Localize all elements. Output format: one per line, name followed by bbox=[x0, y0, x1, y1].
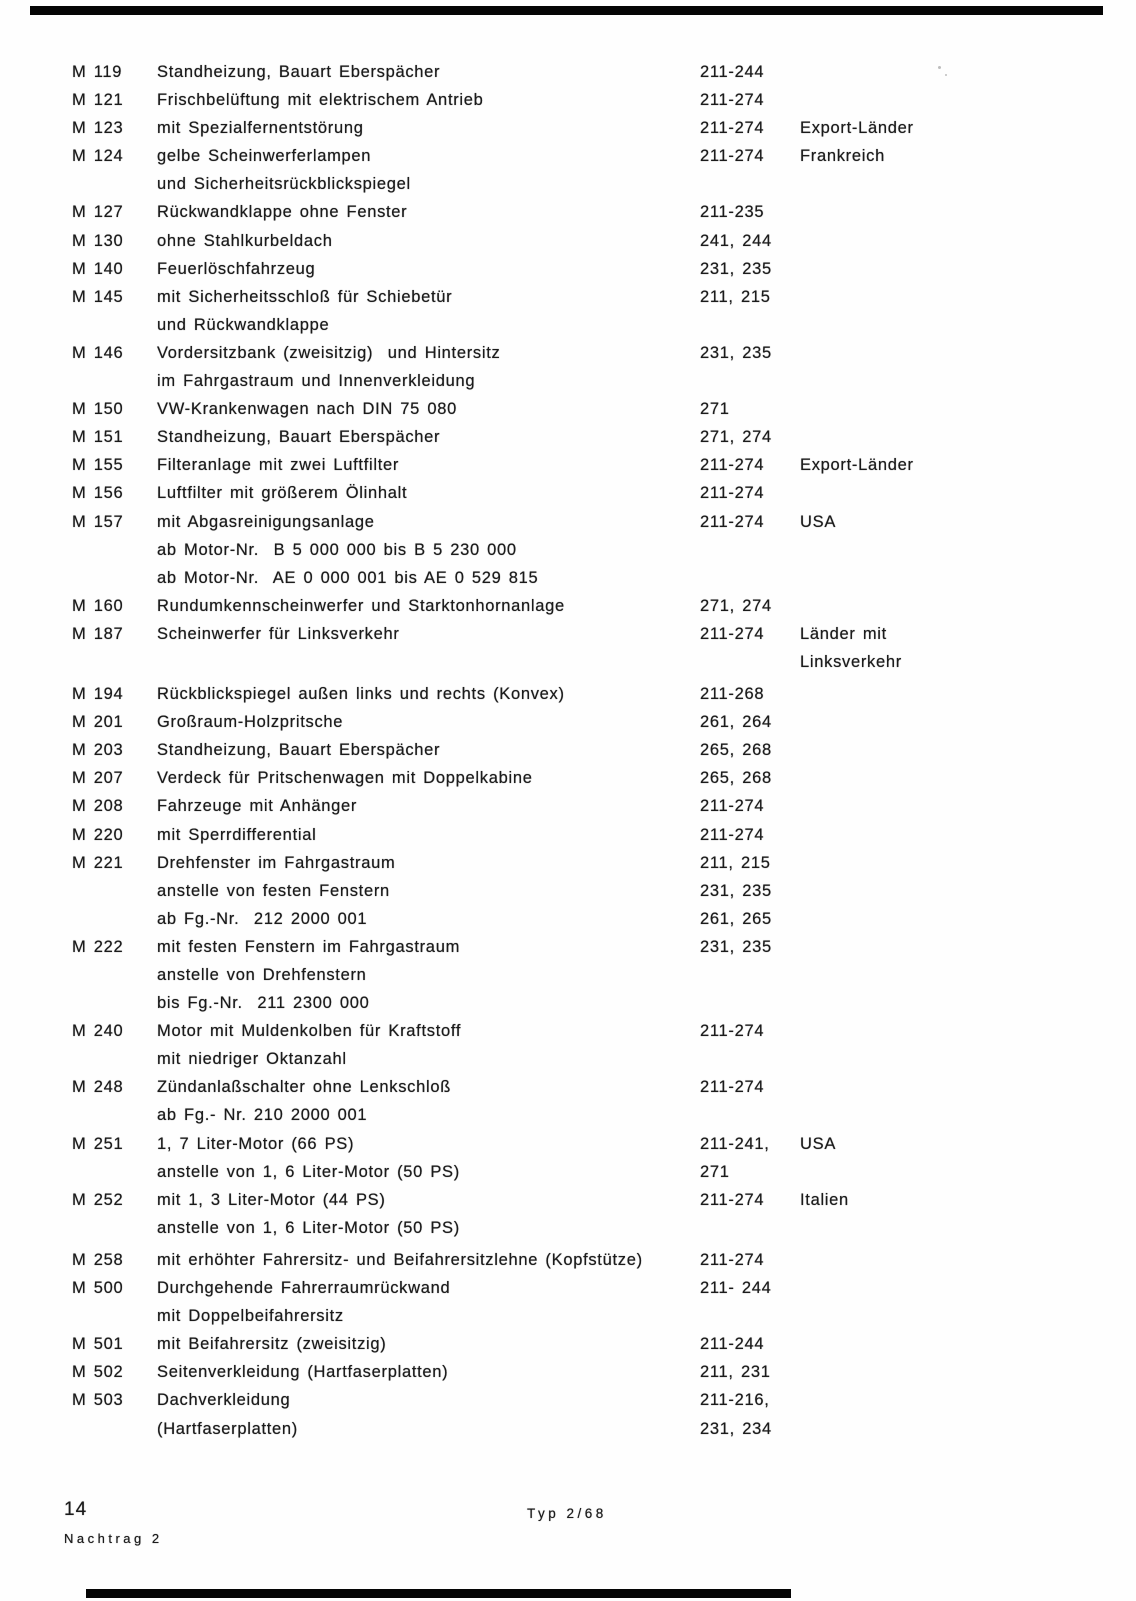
table-row bbox=[0, 620, 1136, 648]
m-code: M 130 bbox=[72, 231, 124, 250]
description: Dachverkleidung bbox=[157, 1391, 291, 1410]
m-code: M 221 bbox=[72, 853, 124, 872]
description: mit niedriger Oktanzahl bbox=[157, 1050, 347, 1069]
description: ab Motor-Nr. AE 0 000 001 bis AE 0 529 815 bbox=[157, 568, 539, 587]
description: Großraum-Holzpritsche bbox=[157, 713, 344, 732]
model-numbers: 265, 268 bbox=[700, 741, 772, 760]
description: mit Spezialfernentstörung bbox=[157, 119, 364, 138]
description: mit erhöhter Fahrersitz- und Beifahrersitzlehne (Kopfstütze) bbox=[157, 1250, 643, 1269]
country: Export-Länder bbox=[800, 119, 914, 138]
table-row bbox=[0, 536, 1136, 564]
model-numbers: 211-274 bbox=[700, 91, 765, 110]
model-numbers: 261, 265 bbox=[700, 909, 772, 928]
table-row bbox=[0, 1073, 1136, 1101]
description: Verdeck für Pritschenwagen mit Doppelkabine bbox=[157, 769, 533, 788]
description: Frischbelüftung mit elektrischem Antrieb bbox=[157, 91, 484, 110]
description: Seitenverkleidung (Hartfaserplatten) bbox=[157, 1363, 449, 1382]
country: USA bbox=[800, 1134, 837, 1153]
m-code: M 146 bbox=[72, 343, 124, 362]
model-numbers: 271 bbox=[700, 1162, 730, 1181]
description: mit Sperrdifferential bbox=[157, 825, 317, 844]
table-row bbox=[0, 1214, 1136, 1242]
model-numbers: 211-274 bbox=[700, 1250, 765, 1269]
table-row bbox=[0, 1045, 1136, 1073]
description: Filteranlage mit zwei Luftfilter bbox=[157, 456, 400, 475]
description: bis Fg.-Nr. 211 2300 000 bbox=[157, 994, 370, 1013]
model-numbers: 211-274 bbox=[700, 456, 765, 475]
m-code: M 208 bbox=[72, 797, 124, 816]
description: Feuerlöschfahrzeug bbox=[157, 259, 316, 278]
table-row bbox=[0, 849, 1136, 877]
model-numbers: 211-244 bbox=[700, 63, 765, 81]
description: anstelle von 1, 6 Liter-Motor (50 PS) bbox=[157, 1218, 460, 1237]
m-code: M 203 bbox=[72, 741, 124, 760]
description: Rundumkennscheinwerfer und Starktonhornanlage bbox=[157, 596, 565, 615]
model-numbers: 231, 235 bbox=[700, 937, 772, 956]
m-code: M 248 bbox=[72, 1078, 124, 1097]
table-row bbox=[0, 1358, 1136, 1386]
model-numbers: 265, 268 bbox=[700, 769, 772, 788]
table-row bbox=[0, 339, 1136, 367]
country: Export-Länder bbox=[800, 456, 914, 475]
description: mit 1, 3 Liter-Motor (44 PS) bbox=[157, 1190, 386, 1209]
model-numbers: 211-274 bbox=[700, 147, 765, 166]
table-row bbox=[0, 1017, 1136, 1045]
description: Standheizung, Bauart Eberspächer bbox=[157, 428, 441, 447]
page-number: 14 bbox=[64, 1499, 88, 1520]
table-row bbox=[0, 508, 1136, 536]
description: Motor mit Muldenkolben für Kraftstoff bbox=[157, 1022, 462, 1041]
description: Rückblickspiegel außen links und rechts (Konvex) bbox=[157, 685, 565, 704]
model-numbers: 231, 234 bbox=[700, 1419, 772, 1438]
m-code: M 194 bbox=[72, 685, 124, 704]
table-row bbox=[0, 989, 1136, 1017]
description: und Rückwandklappe bbox=[157, 315, 330, 334]
table-row bbox=[0, 1186, 1136, 1214]
country: Italien bbox=[800, 1190, 849, 1209]
model-numbers: 211-274 bbox=[700, 1022, 765, 1041]
m-code: M 155 bbox=[72, 456, 124, 475]
table-row bbox=[0, 1158, 1136, 1186]
description: Luftfilter mit größerem Ölinhalt bbox=[157, 484, 408, 503]
m-code: M 127 bbox=[72, 203, 124, 222]
description: ab Fg.-Nr. 212 2000 001 bbox=[157, 909, 368, 928]
model-numbers: 231, 235 bbox=[700, 343, 772, 362]
m-code: M 119 bbox=[72, 63, 123, 81]
table-row bbox=[0, 283, 1136, 311]
country: Frankreich bbox=[800, 147, 885, 166]
m-code: M 500 bbox=[72, 1279, 124, 1298]
m-code: M 121 bbox=[72, 91, 124, 110]
table-row bbox=[0, 479, 1136, 507]
table-row bbox=[0, 367, 1136, 395]
table-row bbox=[0, 648, 1136, 676]
table-row bbox=[0, 592, 1136, 620]
model-numbers: 211, 215 bbox=[700, 853, 771, 872]
table-row bbox=[0, 680, 1136, 708]
description: Standheizung, Bauart Eberspächer bbox=[157, 741, 441, 760]
model-numbers: 211-216, bbox=[700, 1391, 770, 1410]
m-code: M 501 bbox=[72, 1335, 124, 1354]
m-code: M 222 bbox=[72, 937, 124, 956]
description: ab Fg.- Nr. 210 2000 001 bbox=[157, 1106, 368, 1125]
description: Standheizung, Bauart Eberspächer bbox=[157, 63, 441, 81]
m-code: M 503 bbox=[72, 1391, 124, 1410]
description: VW-Krankenwagen nach DIN 75 080 bbox=[157, 400, 457, 419]
model-numbers: 211-274 bbox=[700, 119, 765, 138]
m-code: M 157 bbox=[72, 512, 124, 531]
description: anstelle von Drehfenstern bbox=[157, 966, 367, 984]
model-numbers: 211-241, bbox=[700, 1134, 770, 1153]
type-label: Typ 2/68 bbox=[527, 1506, 607, 1521]
description: mit festen Fenstern im Fahrgastraum bbox=[157, 937, 461, 956]
country: Linksverkehr bbox=[800, 652, 902, 671]
model-numbers: 271, 274 bbox=[700, 596, 772, 615]
m-code: M 220 bbox=[72, 825, 124, 844]
model-numbers: 211-274 bbox=[700, 1190, 765, 1209]
m-code: M 145 bbox=[72, 287, 124, 306]
model-numbers: 211-274 bbox=[700, 624, 765, 643]
description: mit Doppelbeifahrersitz bbox=[157, 1307, 344, 1326]
model-numbers: 271, 274 bbox=[700, 428, 772, 447]
description: ab Motor-Nr. B 5 000 000 bis B 5 230 000 bbox=[157, 540, 517, 559]
m-code: M 160 bbox=[72, 596, 124, 615]
description: ohne Stahlkurbeldach bbox=[157, 231, 333, 250]
m-code: M 258 bbox=[72, 1250, 124, 1269]
m-code: M 251 bbox=[72, 1134, 124, 1153]
description: Scheinwerfer für Linksverkehr bbox=[157, 624, 400, 643]
m-code: M 151 bbox=[72, 428, 124, 447]
table-row bbox=[0, 423, 1136, 451]
description: mit Sicherheitsschloß für Schiebetür bbox=[157, 287, 453, 306]
table-row bbox=[0, 1101, 1136, 1129]
table-row bbox=[0, 821, 1136, 849]
m-code: M 123 bbox=[72, 119, 124, 138]
model-numbers: 261, 264 bbox=[700, 713, 772, 732]
description: Fahrzeuge mit Anhänger bbox=[157, 797, 358, 816]
model-numbers: 211-274 bbox=[700, 797, 765, 816]
table-row bbox=[0, 170, 1136, 198]
table-row bbox=[0, 451, 1136, 479]
m-code: M 187 bbox=[72, 624, 124, 643]
model-numbers: 211-235 bbox=[700, 203, 765, 222]
description: und Sicherheitsrückblickspiegel bbox=[157, 175, 411, 194]
description: im Fahrgastraum und Innenverkleidung bbox=[157, 372, 476, 391]
table-row bbox=[0, 1246, 1136, 1274]
table-row bbox=[0, 114, 1136, 142]
table-row bbox=[0, 1130, 1136, 1158]
table-row bbox=[0, 1274, 1136, 1302]
description: Durchgehende Fahrerraumrückwand bbox=[157, 1279, 451, 1298]
description: Zündanlaßschalter ohne Lenkschloß bbox=[157, 1078, 452, 1097]
m-code: M 240 bbox=[72, 1022, 124, 1041]
m-code: M 252 bbox=[72, 1190, 124, 1209]
table-row bbox=[0, 255, 1136, 283]
model-numbers: 231, 235 bbox=[700, 881, 772, 900]
description: anstelle von festen Fenstern bbox=[157, 881, 390, 900]
table-row bbox=[0, 708, 1136, 736]
table-row bbox=[0, 877, 1136, 905]
country: Länder mit bbox=[800, 624, 887, 643]
table-row bbox=[0, 1302, 1136, 1330]
m-code: M 502 bbox=[72, 1363, 124, 1382]
table-row bbox=[0, 198, 1136, 226]
table-row bbox=[0, 1330, 1136, 1358]
model-numbers: 271 bbox=[700, 400, 730, 419]
m-code: M 201 bbox=[72, 713, 124, 732]
table-row bbox=[0, 227, 1136, 255]
table-row bbox=[0, 86, 1136, 114]
description: Vordersitzbank (zweisitzig) und Hintersitz bbox=[157, 343, 501, 362]
table-row bbox=[0, 395, 1136, 423]
supplement-label: Nachtrag 2 bbox=[64, 1531, 163, 1546]
model-numbers: 211-274 bbox=[700, 1078, 765, 1097]
scan-artifact-bar-bottom bbox=[86, 1589, 791, 1598]
m-code: M 207 bbox=[72, 769, 124, 788]
m-code: M 140 bbox=[72, 259, 124, 278]
table-row bbox=[0, 736, 1136, 764]
m-code: M 124 bbox=[72, 147, 124, 166]
model-numbers: 211-268 bbox=[700, 685, 765, 704]
table-row bbox=[0, 564, 1136, 592]
model-numbers: 241, 244 bbox=[700, 231, 772, 250]
model-numbers: 211- 244 bbox=[700, 1279, 772, 1298]
description: Drehfenster im Fahrgastraum bbox=[157, 853, 396, 872]
equipment-table bbox=[0, 58, 1136, 1443]
m-code: M 150 bbox=[72, 400, 124, 419]
table-row bbox=[0, 311, 1136, 339]
scan-artifact-bar-top bbox=[30, 6, 1103, 15]
table-row bbox=[0, 905, 1136, 933]
table-row bbox=[0, 1415, 1136, 1443]
description: anstelle von 1, 6 Liter-Motor (50 PS) bbox=[157, 1162, 460, 1181]
table-row bbox=[0, 1386, 1136, 1414]
table-row bbox=[0, 961, 1136, 989]
table-row bbox=[0, 142, 1136, 170]
table-row bbox=[0, 764, 1136, 792]
description: Rückwandklappe ohne Fenster bbox=[157, 203, 408, 222]
m-code: M 156 bbox=[72, 484, 124, 503]
model-numbers: 231, 235 bbox=[700, 259, 772, 278]
table-row bbox=[0, 933, 1136, 961]
model-numbers: 211-274 bbox=[700, 512, 765, 531]
country: USA bbox=[800, 512, 837, 531]
model-numbers: 211, 231 bbox=[700, 1363, 771, 1382]
model-numbers: 211-274 bbox=[700, 825, 765, 844]
description: (Hartfaserplatten) bbox=[157, 1419, 298, 1438]
table-row bbox=[0, 58, 1136, 86]
table-row bbox=[0, 792, 1136, 820]
model-numbers: 211-244 bbox=[700, 1335, 765, 1354]
model-numbers: 211-274 bbox=[700, 484, 765, 503]
description: mit Abgasreinigungsanlage bbox=[157, 512, 375, 531]
description: mit Beifahrersitz (zweisitzig) bbox=[157, 1335, 387, 1354]
description: 1, 7 Liter-Motor (66 PS) bbox=[157, 1134, 355, 1153]
description: gelbe Scheinwerferlampen bbox=[157, 147, 372, 166]
model-numbers: 211, 215 bbox=[700, 287, 771, 306]
